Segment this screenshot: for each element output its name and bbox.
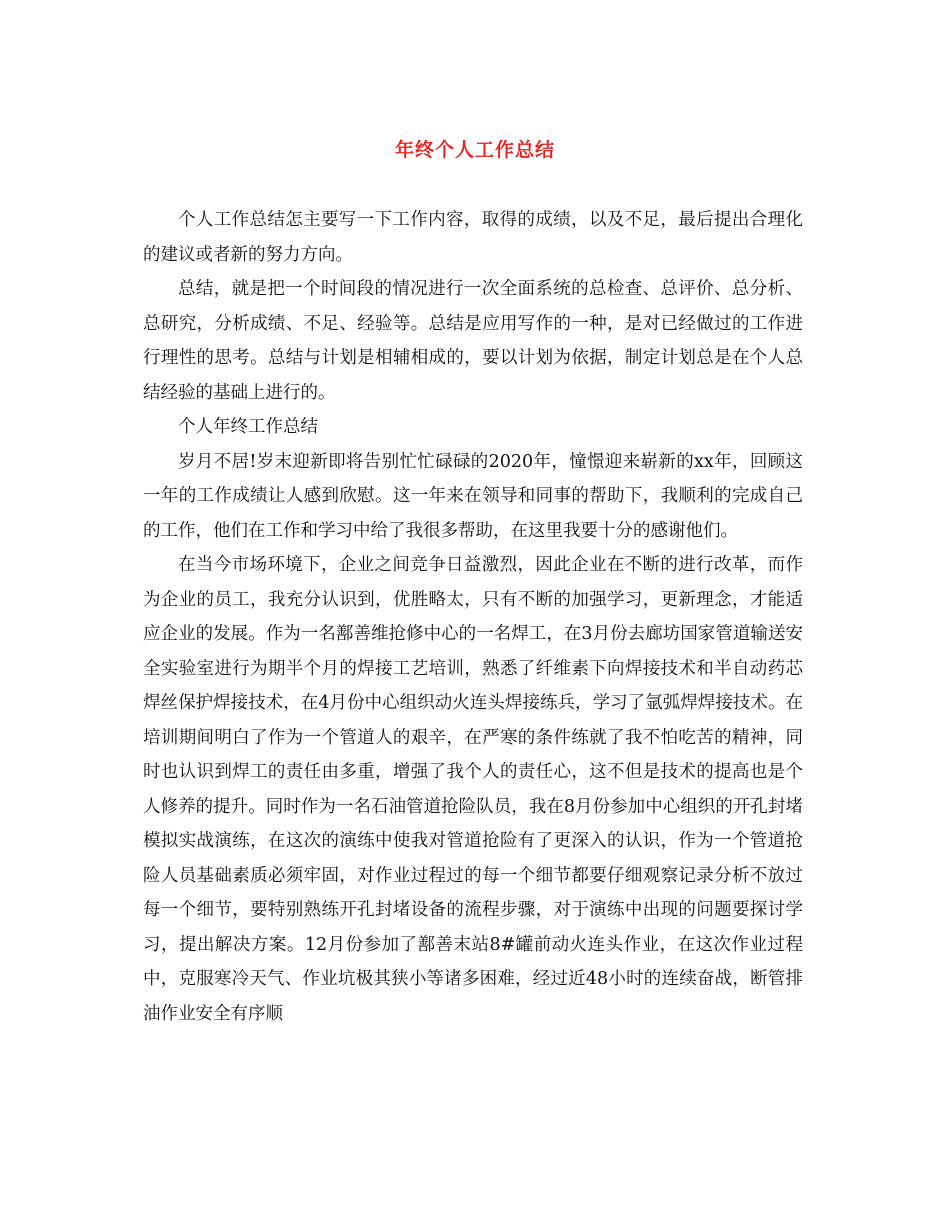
- document-title: 年终个人工作总结: [394, 139, 555, 161]
- paragraph-opening: 岁月不居!岁末迎新即将告别忙忙碌碌的2020年，憧憬迎来崭新的xx年，回顾这一年的工作成绩让人感到欣慰。这一年来在领导和同事的帮助下，我顺利的完成自己的工作，他们在工作和学习中给了我很多帮助，在这里我要十分的感谢他们。: [143, 451, 803, 541]
- paragraph-intro: 个人工作总结怎主要写一下工作内容，取得的成绩，以及不足，最后提出合理化的建议或者新的努力方向。: [143, 210, 803, 265]
- section-heading: 个人年终工作总结: [178, 417, 318, 437]
- document-body: [143, 203, 803, 1031]
- paragraph-work-details: 在当今市场环境下，企业之间竞争日益激烈，因此企业在不断的进行改革，而作为企业的员工，我充分认识到，优胜略太，只有不断的加强学习，更新理念，才能适应企业的发展。作为一名鄯善维抢修中心的一名焊工，在3月份去廊坊国家管道输送安全实验室进行为期半个月的焊接工艺培训，熟悉了纤维素下向焊接技术和半自动药芯焊丝保护焊接技术，在4月份中心组织动火连头焊接练兵，学习了氩弧焊焊接技术。在培训期间明白了作为一个管道人的艰辛，在严寒的条件练就了我不怕吃苦的精神，同时也认识到焊工的责任由多重，增强了我个人的责任心，这不但是技术的提高也是个人修养的提升。同时作为一名石油管道抢险队员，我在8月份参加中心组织的开孔封堵模拟实战演练，在这次的演练中使我对管道抢险有了更深入的认识，作为一个管道抢险人员基础素质必须牢固，对作业过程过的每一个细节都要仔细观察记录分析不放过每一个细节，要特别熟练开孔封堵设备的流程步骤，对于演练中出现的问题要探讨学习，提出解决方案。12月份参加了鄯善末站8#罐前动火连头作业，在这次作业过程中，克服寒冷天气、作业坑极其狭小等诸多困难，经过近48小时的连续奋战，断管排油作业安全有序顺: [143, 555, 803, 1024]
- paragraph-definition: 总结，就是把一个时间段的情况进行一次全面系统的总检查、总评价、总分析、总研究，分析成绩、不足、经验等。总结是应用写作的一种，是对已经做过的工作进行理性的思考。总结与计划是相辅相成的，要以计划为依据，制定计划总是在个人总结经验的基础上进行的。: [143, 279, 803, 403]
